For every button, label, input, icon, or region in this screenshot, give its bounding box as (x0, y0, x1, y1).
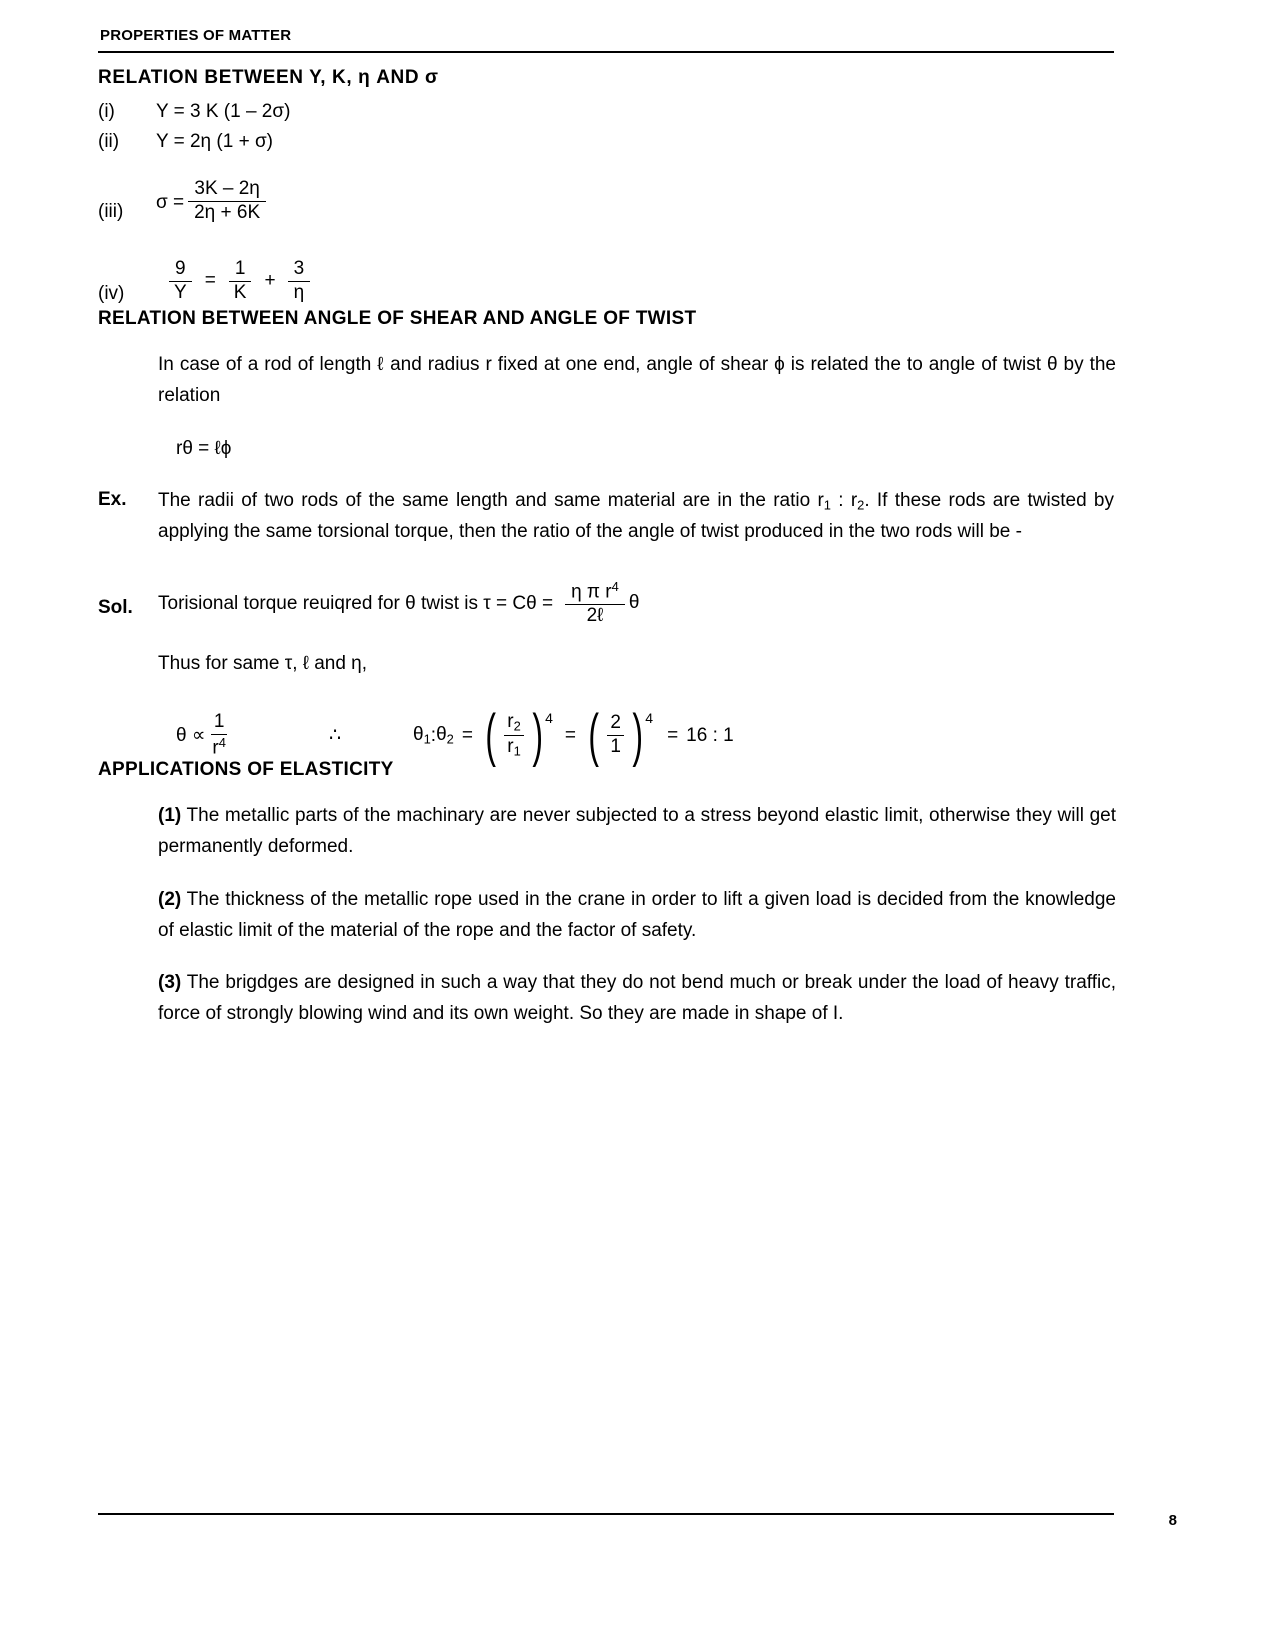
fraction-one-over-r4 (209, 712, 229, 759)
fraction-numerator: 2 (607, 713, 624, 736)
equation-label-iii: (iii) (98, 201, 124, 223)
equation-item-iii (98, 179, 1114, 226)
header-rule (98, 51, 1114, 53)
solution-ratio-line (176, 702, 1114, 768)
spacer (98, 680, 1114, 712)
spacer (98, 627, 1114, 649)
spacer (98, 548, 1114, 580)
example-text (158, 486, 1114, 548)
solution-line1-prefix: Torisional torque reuiqred for θ twist is τ = Cθ = (158, 593, 554, 615)
theta2-subscript: 2 (446, 731, 454, 747)
left-paren-icon: ( (485, 702, 496, 768)
fraction-numerator: 3K – 2η (188, 179, 266, 202)
fraction-denominator: 2ℓ (586, 605, 604, 627)
equation-label-i: (i) (98, 100, 115, 122)
spacer (98, 789, 1114, 801)
numerator-subscript: 2 (513, 718, 521, 734)
right-paren-icon: ) (532, 702, 543, 768)
application-number-1: (1) (158, 805, 182, 827)
fraction-2-over-1 (607, 713, 624, 758)
fraction-numerator-exponent: 4 (611, 578, 619, 594)
operator-equals-2: = (564, 724, 577, 746)
fraction-numerator: 1 (229, 259, 252, 282)
equation-item-i (98, 97, 1114, 127)
example-text-part3: . If these rods are twisted by applying the same torsional torque, then the ratio of the angle of twist produced in the two rods will be - (158, 490, 1114, 542)
application-number-2: (2) (158, 888, 182, 910)
equation-item-ii (98, 127, 1114, 157)
application-item-2 (158, 885, 1116, 947)
heading-relation-y-k-eta-sigma: RELATION BETWEEN Y, K, η AND σ (98, 66, 439, 88)
equation-text-i: Y = 3 K (1 – 2σ) (156, 100, 291, 122)
application-number-3: (3) (158, 972, 182, 994)
application-text-1: The metallic parts of the machinary are never subjected to a stress beyond elastic limit, otherwise they will get permanently deformed. (158, 805, 1116, 858)
operator-plus: + (264, 270, 276, 292)
fraction-numerator-base: η π r (571, 581, 612, 603)
solution-block (98, 580, 1114, 627)
example-block (98, 486, 1114, 548)
equation-r-theta-equals-l-phi: rθ = ℓϕ (176, 437, 232, 459)
ratio-result: 16 : 1 (686, 724, 734, 746)
solution-line2: Thus for same τ, ℓ and η, (158, 653, 368, 675)
paren-exponent-2: 4 (645, 709, 654, 726)
ratio-colon: : (430, 724, 437, 746)
paren-group-r2-over-r1 (481, 702, 555, 768)
spacer (98, 946, 1114, 968)
spacer (98, 863, 1114, 885)
fraction-denominator-base: r (212, 737, 219, 759)
denominator-base: r (507, 736, 514, 758)
fraction-numerator (565, 580, 625, 606)
operator-equals-3: = (667, 724, 679, 746)
fraction-r2-over-r1 (504, 712, 524, 759)
fraction-denominator (209, 735, 229, 760)
heading-applications-of-elasticity: APPLICATIONS OF ELASTICITY (98, 759, 394, 781)
page-number: 8 (1168, 1512, 1177, 1529)
solution-torque-equation (158, 580, 639, 627)
application-text-2: The thickness of the metallic rope used in the crane in order to lift a given load is decided from the knowledge of elastic limit of the material of the rope and the factor of safety. (158, 888, 1116, 941)
paren-group-2-over-1 (584, 702, 655, 768)
sigma-equals: σ = (156, 191, 185, 213)
fraction-denominator (504, 736, 524, 759)
theta-proportional-to: θ ∝ (176, 725, 206, 747)
solution-label: Sol. (98, 596, 133, 618)
operator-equals-1: = (461, 724, 473, 746)
heading-relation-shear-twist: RELATION BETWEEN ANGLE OF SHEAR AND ANGLE OF TWIST (98, 308, 697, 330)
operator-equals: = (204, 270, 216, 292)
theta2-base: θ (436, 724, 447, 746)
theta2-term (436, 724, 454, 747)
fraction-denominator: η (293, 281, 305, 303)
fraction-torsion-constant (565, 580, 625, 627)
fraction-3-over-eta (288, 259, 311, 304)
equation-label-iv: (iv) (98, 282, 125, 304)
theta1-term (413, 724, 431, 747)
right-paren-icon: ) (632, 702, 643, 768)
spacer (98, 157, 1114, 179)
therefore-symbol: ∴ (328, 725, 342, 747)
fraction-numerator: 9 (169, 259, 192, 282)
fraction-denominator: 2η + 6K (194, 202, 261, 224)
paragraph-shear-twist: In case of a rod of length ℓ and radius r fixed at one end, angle of shear ϕ is related the to angle of twist θ by the relation (158, 354, 1116, 406)
fraction-numerator (504, 712, 524, 736)
fraction-numerator: 1 (211, 712, 228, 735)
application-item-1 (158, 801, 1116, 863)
application-item-3 (158, 968, 1116, 1030)
theta1-base: θ (413, 724, 424, 746)
application-text-3: The brigdges are designed in such a way that they do not bend much or break under the load of heavy traffic, force of strongly blowing wind and its own weight. So they are made in shape of I. (158, 972, 1116, 1025)
example-text-part2: : r (830, 490, 858, 512)
fraction-numerator: 3 (288, 259, 311, 282)
theta1-subscript: 1 (423, 731, 431, 747)
fraction-9-over-Y (168, 259, 193, 304)
spacer (98, 338, 1114, 350)
equation-nine-over-y (164, 259, 314, 304)
left-paren-icon: ( (588, 702, 600, 768)
running-head: PROPERTIES OF MATTER (100, 27, 292, 44)
equation-text-ii: Y = 2η (1 + σ) (156, 130, 273, 152)
fraction-denominator: K (233, 281, 247, 303)
example-label: Ex. (98, 489, 127, 511)
example-subscript-2: 2 (857, 497, 865, 513)
fraction-denominator: Y (174, 281, 187, 303)
theta-multiplier: θ (628, 592, 640, 614)
denominator-subscript: 1 (513, 743, 521, 759)
paren-exponent-1: 4 (545, 709, 553, 726)
page-content (98, 28, 1114, 1030)
equation-label-ii: (ii) (98, 130, 120, 152)
equation-item-iv (98, 259, 1114, 308)
footer-rule (98, 1513, 1114, 1515)
spacer (98, 464, 1114, 486)
fraction-denominator: 1 (610, 736, 621, 758)
equation-sigma-expression (156, 179, 270, 224)
example-subscript-1: 1 (823, 497, 831, 513)
fraction-sigma (188, 179, 266, 224)
spacer (98, 412, 1114, 434)
spacer (98, 227, 1114, 259)
fraction-denominator-exponent: 4 (218, 734, 226, 750)
numerator-base: r (507, 711, 514, 733)
example-text-part1: The radii of two rods of the same length and same material are in the ratio r (158, 490, 824, 512)
fraction-1-over-K (228, 259, 253, 304)
